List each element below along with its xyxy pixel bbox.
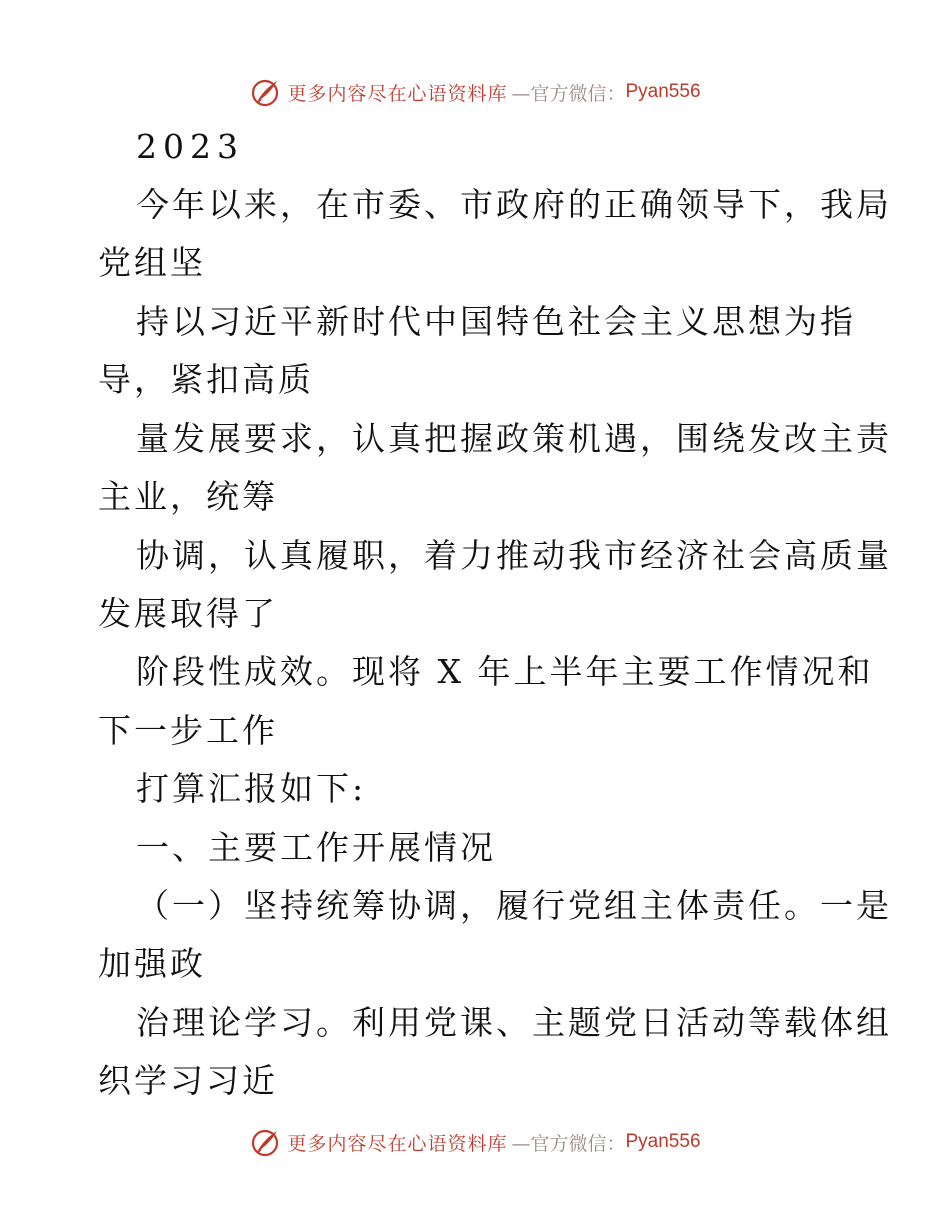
paragraph-line: 治理论学习。利用党课、主题党日活动等载体组 — [136, 1003, 892, 1042]
paragraph-line: 量发展要求，认真把握政策机遇，围绕发改主责 — [136, 419, 892, 458]
paragraph-line: 加强政 — [98, 944, 206, 983]
paragraph-line: 发展取得了 — [98, 594, 278, 633]
subsection-heading: （一）坚持统筹协调，履行党组主体责任。一是 — [136, 886, 892, 925]
footer-watermark — [0, 1120, 950, 1164]
paragraph-line: 导，紧扣高质 — [98, 360, 314, 399]
watermark-text: 更多内容尽在心语资料库 — [287, 1132, 508, 1155]
paragraph-line: 持以习近平新时代中国特色社会主义思想为指 — [136, 302, 856, 341]
year-line: 2023 — [136, 127, 244, 166]
paragraph-line: 织学习习近 — [98, 1061, 278, 1100]
watermark-separator: —官方微信： — [511, 1132, 626, 1155]
paragraph-line: 党组坚 — [98, 243, 206, 282]
paragraph-line: 打算汇报如下: — [136, 769, 367, 808]
paragraph-line: 下一步工作 — [98, 711, 278, 750]
watermark-handle: Pyan556 — [625, 81, 701, 102]
paragraph-line: 阶段性成效。现将 X 年上半年主要工作情况和 — [136, 652, 874, 691]
watermark-separator: —官方微信： — [511, 82, 626, 105]
watermark-text: 更多内容尽在心语资料库 — [287, 82, 508, 105]
section-heading: 一、主要工作开展情况 — [136, 828, 496, 867]
paragraph-line: 协调，认真履职，着力推动我市经济社会高质量 — [136, 536, 892, 575]
watermark-handle: Pyan556 — [625, 1131, 701, 1152]
paragraph-line: 今年以来，在市委、市政府的正确领导下，我局 — [136, 185, 892, 224]
paragraph-line: 主业，统筹 — [98, 477, 278, 516]
feather-quill-icon — [249, 1126, 281, 1158]
